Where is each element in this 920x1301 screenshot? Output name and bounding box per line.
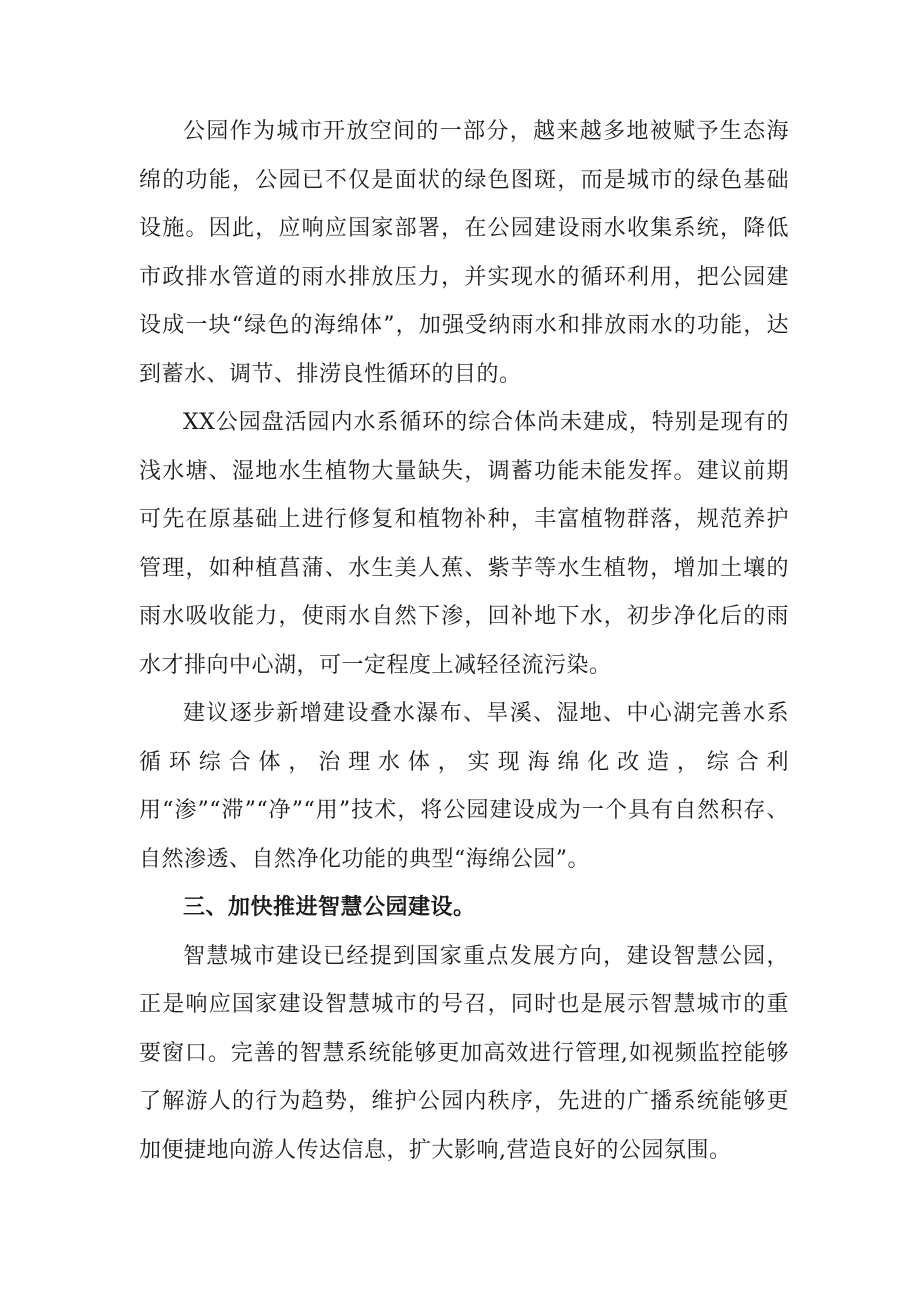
section-heading-smart-park: 三、加快推进智慧公园建设。 [183,895,476,920]
paragraph-sponge-renovation: 建议逐步新增建设叠水瀑布、旱溪、湿地、中心湖完善水系循环综合体，治理水体，实现海绵化改造，综合利用“渗”“滞”“净”“用”技术，将公园建设成为一个具有自然积存、自然渗透、自然净化功能的典型“海绵公园”。 [139,701,789,872]
paragraph-water-system: XX公园盘活园内水系循环的综合体尚未建成，特别是现有的浅水塘、湿地水生植物大量缺失，调蓄功能未能发挥。建议前期可先在原基础上进行修复和植物补种，丰富植物群落，规范养护管理，如种植菖蒲、水生美人蕉、紫芋等水生植物，增加土壤的雨水吸收能力，使雨水自然下渗，回补地下水，初步净化后的雨水才排向中心湖，可一定程度上减轻径流污染。 [139,410,789,678]
document-body [139,108,789,1175]
paragraph-sponge-park-intro: 公园作为城市开放空间的一部分，越来越多地被赋予生态海绵的功能，公园已不仅是面状的绿色图斑，而是城市的绿色基础设施。因此，应响应国家部署，在公园建设雨水收集系统，降低市政排水管道的雨水排放压力，并实现水的循环利用，把公园建设成一块“绿色的海绵体”，加强受纳雨水和排放雨水的功能，达到蓄水、调节、排涝良性循环的目的。 [139,119,789,387]
paragraph-smart-park: 智慧城市建设已经提到国家重点发展方向，建设智慧公园，正是响应国家建设智慧城市的号召，同时也是展示智慧城市的重要窗口。完善的智慧系统能够更加高效进行管理,如视频监控能够了解游人的行为趋势，维护公园内秩序，先进的广播系统能够更加便捷地向游人传达信息，扩大影响,营造良好的公园氛围。 [139,943,789,1163]
